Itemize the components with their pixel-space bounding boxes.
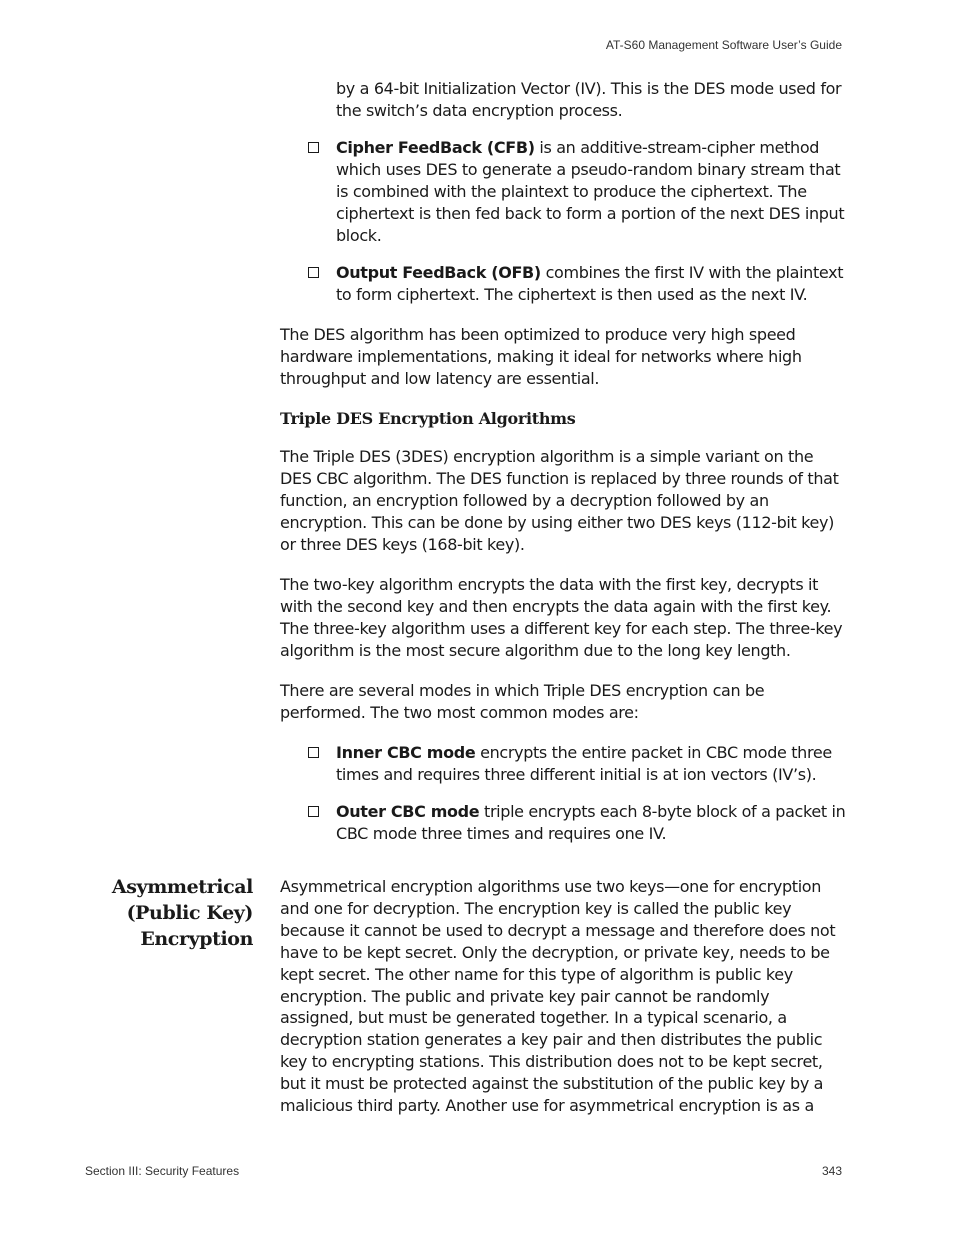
bullet-inner-cbc	[280, 742, 846, 786]
triple-des-paragraph-2: The two-key algorithm encrypts the data with the first key, decrypts it with the second key and then encrypts the data again with the first key. The three-key algorithm uses a different key for each step. The three-key algorithm is the most secure algorithm due to the long key length.	[280, 575, 843, 660]
footer-section-label: Section III: Security Features	[85, 1164, 240, 1178]
asymmetrical-paragraph: Asymmetrical encryption algorithms use two keys—one for encryption and one for decryption. The encryption key is called the public key because it cannot be used to decrypt a message and therefore does not have to be kept secret. Only the decryption, or private key, needs to be kept secret. The other name for this type of algorithm is public key encryption. The public and private key pair cannot be randomly assigned, but must be generated together. In a typical scenario, a decryption station generates a key pair and then distributes the public key to encrypting stations. This distribution does not to be kept secret, but it must be protected against the substitution of the public key by a malicious third party. Another use for asymmetrical encryption is as a	[280, 877, 836, 1116]
bullet-text: combines the first IV with the plaintext to form ciphertext. The ciphertext is then used as the next IV.	[336, 263, 844, 304]
checkbox-bullet-icon	[308, 806, 319, 817]
triple-des-heading: Triple DES Encryption Algorithms	[280, 409, 576, 428]
triple-des-paragraph-1: The Triple DES (3DES) encryption algorithm is a simple variant on the DES CBC algorithm. The DES function is replaced by three rounds of that function, an encryption followed by a decryption followed by an encryption. This can be done by using either two DES keys (112-bit key) or three DES keys (168-bit key).	[280, 447, 839, 554]
bullet-term: Output FeedBack (OFB)	[336, 263, 541, 282]
triple-des-paragraph-3: There are several modes in which Triple DES encryption can be performed. The two most common modes are:	[280, 681, 765, 722]
bullet-term: Cipher FeedBack (CFB)	[336, 138, 535, 157]
bullet-term: Inner CBC mode	[336, 743, 476, 762]
asymmetrical-section-heading: Asymmetrical (Public Key) Encryption	[111, 876, 253, 950]
body-column	[280, 78, 846, 860]
bullet-outer-cbc	[280, 801, 846, 845]
bullet-text: is an additive-stream-cipher method which uses DES to generate a pseudo-random binary stream that is combined with the plaintext to produce the ciphertext. The ciphertext is then fed back to form a portion of the next DES input block.	[336, 138, 845, 245]
bullet-text: encrypts the entire packet in CBC mode three times and requires three different initial is at ion vectors (IV’s).	[336, 743, 832, 784]
bullet-ofb	[280, 262, 846, 306]
checkbox-bullet-icon	[308, 267, 319, 278]
des-continuation-text: by a 64-bit Initialization Vector (IV). This is the DES mode used for the switch’s data encryption process.	[336, 79, 842, 120]
checkbox-bullet-icon	[308, 747, 319, 758]
bullet-text: triple encrypts each 8-byte block of a packet in CBC mode three times and requires one IV.	[336, 802, 846, 843]
bullet-cfb	[280, 137, 846, 247]
running-header: AT-S60 Management Software User’s Guide	[605, 38, 842, 52]
des-summary-paragraph: The DES algorithm has been optimized to produce very high speed hardware implementations, making it ideal for networks where high throughput and low latency are essential.	[280, 325, 802, 388]
bullet-term: Outer CBC mode	[336, 802, 480, 821]
footer-page-number: 343	[821, 1164, 842, 1178]
checkbox-bullet-icon	[308, 142, 319, 153]
